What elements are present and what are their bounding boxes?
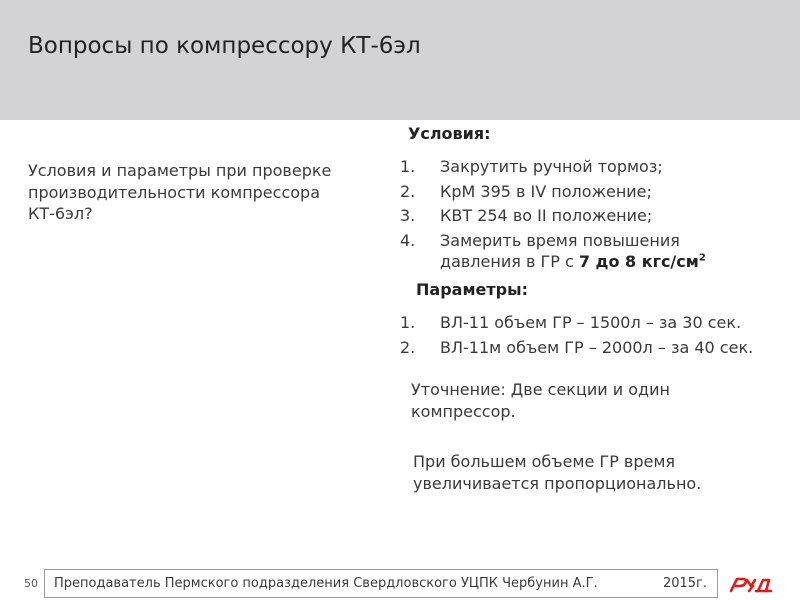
parameters-heading: Параметры:: [416, 280, 528, 299]
list-item-line1: Замерить время повышения: [440, 230, 680, 250]
superscript-2: 2: [698, 252, 706, 264]
list-item: [400, 230, 706, 273]
volume-note-line2: увеличивается пропорционально.: [413, 473, 702, 493]
list-item-text: Закрутить ручной тормоз;: [440, 157, 663, 176]
list-item: [400, 337, 753, 359]
conditions-list: [400, 156, 706, 276]
list-item-line2-prefix: давления в ГР с: [440, 252, 579, 271]
list-item-number: 1.: [400, 157, 416, 176]
rzd-logo-icon: [728, 574, 774, 594]
list-item-text: КрМ 395 в IV положение;: [440, 181, 652, 201]
list-item-number: 4.: [400, 230, 416, 250]
question-text: Условия и параметры при проверке производительности компрессора КТ-6эл?: [28, 161, 332, 223]
list-item-line2: [440, 251, 706, 273]
pressure-range: [579, 252, 706, 271]
list-item-text: ВЛ-11 объем ГР – 1500л – за 30 сек.: [440, 313, 742, 332]
list-item: [400, 156, 706, 178]
pressure-range-text: 7 до 8 кгс/см: [578, 252, 699, 271]
list-item-number: 2.: [400, 181, 416, 201]
footer-author: Преподаватель Пермского подразделения Свердловского УЦПК Чербунин А.Г.: [54, 576, 598, 591]
clarification-note: [411, 379, 670, 422]
list-item: [400, 181, 706, 203]
list-item-number: 1.: [400, 313, 416, 332]
list-item: [400, 312, 753, 334]
title-bar: [0, 0, 800, 120]
volume-note-line1: При большем объеме ГР время: [413, 452, 676, 471]
page-number: 50: [24, 577, 38, 590]
clarification-line1: Уточнение: Две секции и один: [411, 380, 670, 399]
list-item-number: 2.: [400, 337, 416, 357]
slide-title: Вопросы по компрессору КТ-6эл: [28, 33, 421, 59]
conditions-heading: Условия:: [408, 124, 491, 143]
parameters-list: [400, 312, 753, 361]
footer-year: 2015г.: [662, 576, 707, 591]
list-item: [400, 205, 706, 227]
footer: [44, 569, 718, 598]
clarification-line2: компрессор.: [411, 401, 516, 421]
list-item-number: 3.: [400, 206, 416, 225]
volume-note: [413, 451, 701, 494]
list-item-text: КВТ 254 во II положение;: [440, 206, 653, 225]
list-item-text: ВЛ-11м объем ГР – 2000л – за 40 сек.: [440, 337, 754, 357]
